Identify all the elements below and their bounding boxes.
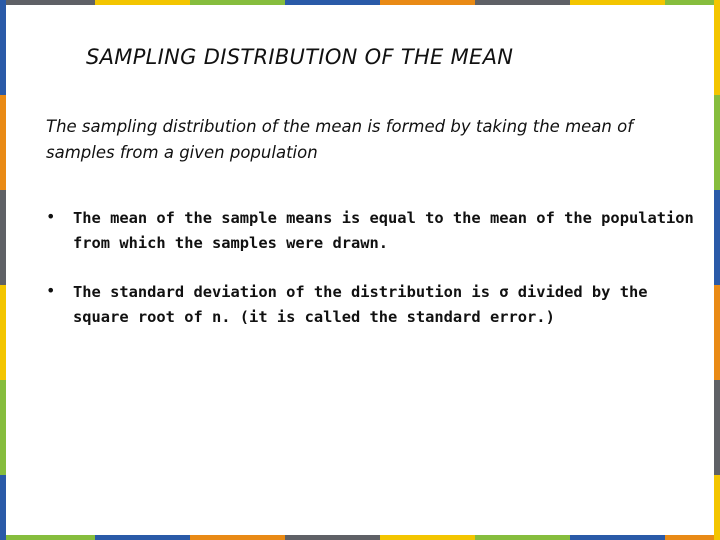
border-segment (380, 0, 475, 5)
border-segment (190, 0, 285, 5)
border-segment (714, 190, 720, 285)
border-segment (714, 380, 720, 475)
border-segment (475, 535, 570, 540)
bottom-border (0, 535, 720, 540)
right-border (714, 0, 720, 540)
bullet-dot-icon: • (46, 281, 56, 300)
bullet-text: The standard deviation of the distribution is σ divided by the square root of n. (it is called the standard error.) (73, 283, 648, 326)
border-segment (0, 535, 95, 540)
intro-paragraph: The sampling distribution of the mean is formed by taking the mean of samples from a given population (46, 117, 634, 162)
border-segment (665, 0, 720, 5)
border-segment (714, 475, 720, 540)
border-segment (0, 0, 95, 5)
bullet-item (46, 206, 696, 256)
border-segment (0, 0, 6, 95)
border-segment (714, 0, 720, 95)
border-segment (570, 0, 665, 5)
bullet-dot-icon: • (46, 207, 56, 226)
border-segment (0, 190, 6, 285)
border-segment (285, 535, 380, 540)
border-segment (285, 0, 380, 5)
border-segment (0, 380, 6, 475)
bullet-text: The mean of the sample means is equal to the mean of the population from which the samples were drawn. (73, 209, 694, 252)
border-segment (0, 475, 6, 540)
border-segment (570, 535, 665, 540)
border-segment (380, 535, 475, 540)
bullet-list (46, 206, 696, 354)
border-segment (190, 535, 285, 540)
border-segment (0, 285, 6, 380)
border-segment (714, 285, 720, 380)
left-border (0, 0, 6, 540)
border-segment (95, 0, 190, 5)
border-segment (95, 535, 190, 540)
border-segment (475, 0, 570, 5)
border-segment (714, 95, 720, 190)
slide-title: SAMPLING DISTRIBUTION OF THE MEAN (86, 45, 514, 69)
top-border (0, 0, 720, 5)
border-segment (665, 535, 720, 540)
border-segment (0, 95, 6, 190)
bullet-item (46, 280, 696, 330)
